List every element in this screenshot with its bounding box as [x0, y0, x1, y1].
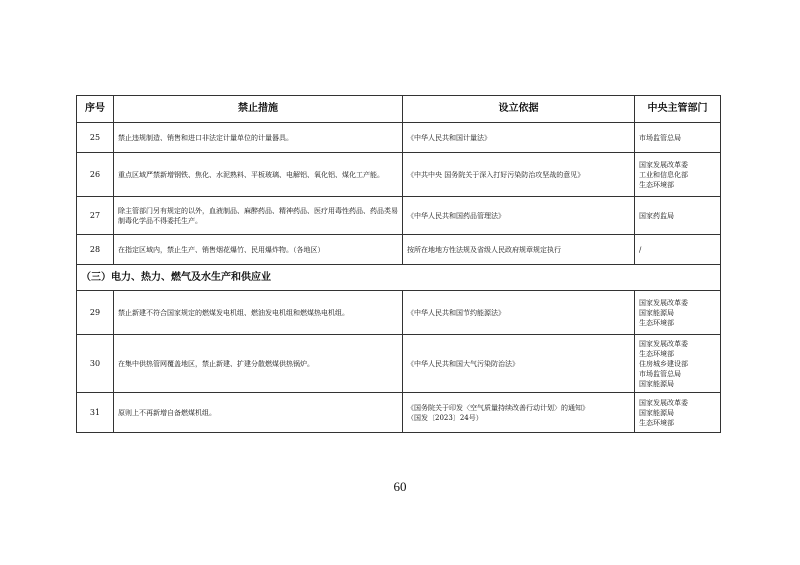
dept-line: 国家药监局 [639, 211, 674, 220]
dept-line: 国家发展改革委 [639, 339, 688, 348]
basis-cell [403, 123, 635, 153]
row-number: 26 [77, 153, 114, 197]
dept-line: 生态环境部 [639, 318, 674, 327]
dept-cell [635, 235, 721, 265]
measure-cell: 在集中供热管网覆盖地区，禁止新建、扩建分散燃煤供热锅炉。 [114, 335, 403, 393]
row-number: 27 [77, 197, 114, 235]
basis-cell [403, 393, 635, 433]
dept-line: 生态环境部 [639, 180, 674, 189]
basis-cell [403, 153, 635, 197]
basis-line: 按所在地地方性法规及省级人民政府规章规定执行 [407, 245, 561, 254]
table-row [77, 393, 721, 433]
dept-line: 生态环境部 [639, 418, 674, 427]
dept-cell [635, 393, 721, 433]
dept-cell [635, 153, 721, 197]
measure-cell: 禁止违规制造、销售和进口非法定计量单位的计量器具。 [114, 123, 403, 153]
dept-line: 工业和信息化部 [639, 170, 688, 179]
header-dept: 中央主管部门 [635, 96, 721, 123]
dept-line: / [639, 245, 642, 254]
dept-cell [635, 335, 721, 393]
basis-cell [403, 291, 635, 335]
table-row [77, 197, 721, 235]
header-basis: 设立依据 [403, 96, 635, 123]
row-number: 28 [77, 235, 114, 265]
section-title: （三）电力、热力、燃气及水生产和供应业 [77, 265, 721, 291]
table-row [77, 123, 721, 153]
dept-cell [635, 291, 721, 335]
basis-cell [403, 197, 635, 235]
header-measure: 禁止措施 [114, 96, 403, 123]
row-number: 25 [77, 123, 114, 153]
basis-cell [403, 335, 635, 393]
header-no: 序号 [77, 96, 114, 123]
dept-cell [635, 197, 721, 235]
basis-line: （国发〔2023〕24号） [407, 413, 483, 422]
table-row [77, 235, 721, 265]
row-number: 29 [77, 291, 114, 335]
section-row [77, 265, 721, 291]
dept-line: 住房城乡建设部 [639, 359, 688, 368]
table-row [77, 291, 721, 335]
dept-line: 市场监管总局 [639, 369, 681, 378]
dept-line: 国家能源局 [639, 308, 674, 317]
dept-line: 市场监管总局 [639, 133, 681, 142]
basis-cell [403, 235, 635, 265]
table-row [77, 335, 721, 393]
row-number: 31 [77, 393, 114, 433]
measure-cell: 在指定区域内，禁止生产、销售烟花爆竹、民用爆炸物。（各地区） [114, 235, 403, 265]
table-row [77, 153, 721, 197]
dept-line: 国家发展改革委 [639, 160, 688, 169]
measure-cell: 除主管部门另有规定的以外，血液制品、麻醉药品、精神药品、医疗用毒性药品、药品类易制毒化学品不得委托生产。 [114, 197, 403, 235]
dept-line: 生态环境部 [639, 349, 674, 358]
dept-line: 国家能源局 [639, 379, 674, 388]
measure-cell: 重点区域严禁新增钢铁、焦化、水泥熟料、平板玻璃、电解铝、氧化铝、煤化工产能。 [114, 153, 403, 197]
basis-line: 《中华人民共和国计量法》 [407, 133, 491, 142]
measure-cell: 原则上不再新增自备燃煤机组。 [114, 393, 403, 433]
basis-line: 《中华人民共和国节约能源法》 [407, 308, 505, 317]
regulation-table [76, 95, 721, 433]
dept-cell [635, 123, 721, 153]
basis-line: 《国务院关于印发〈空气质量持续改善行动计划〉的通知》 [407, 403, 589, 412]
basis-line: 《中华人民共和国大气污染防治法》 [407, 359, 519, 368]
basis-line: 《中华人民共和国药品管理法》 [407, 211, 505, 220]
dept-line: 国家发展改革委 [639, 298, 688, 307]
dept-line: 国家发展改革委 [639, 398, 688, 407]
row-number: 30 [77, 335, 114, 393]
basis-line: 《中共中央 国务院关于深入打好污染防治攻坚战的意见》 [407, 170, 585, 179]
page-number: 60 [393, 479, 407, 494]
measure-cell: 禁止新建不符合国家规定的燃煤发电机组、燃油发电机组和燃煤热电机组。 [114, 291, 403, 335]
dept-line: 国家能源局 [639, 408, 674, 417]
header-row [77, 96, 721, 123]
